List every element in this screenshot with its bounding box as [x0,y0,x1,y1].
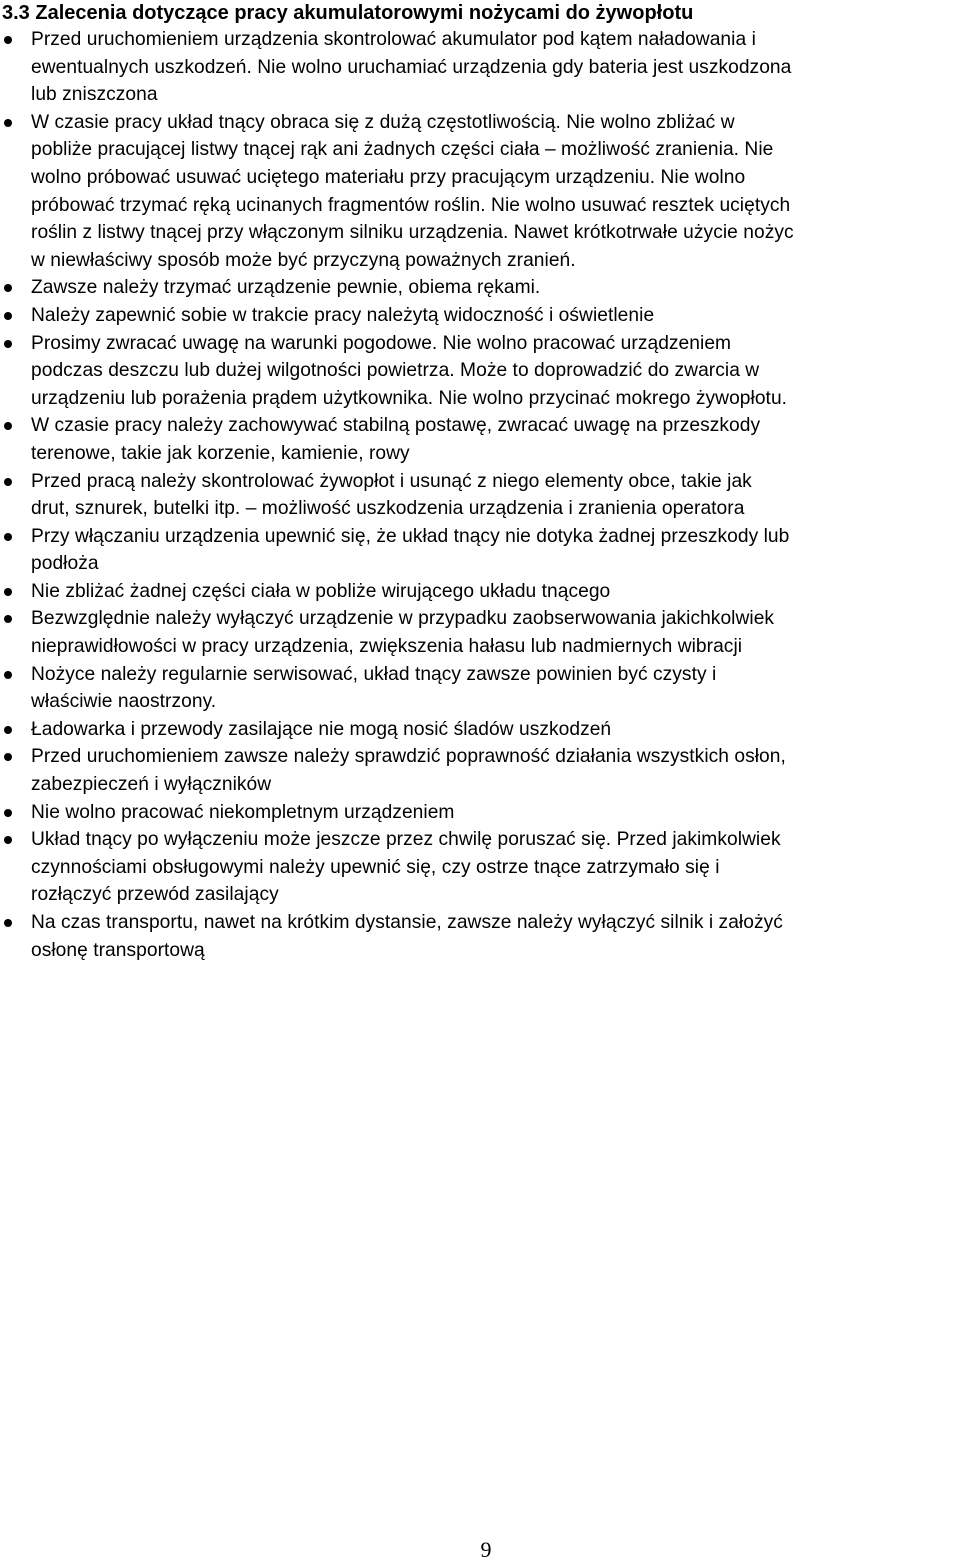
list-item-text: Nie zbliżać żadnej części ciała w pobliże wirującego układu tnącego [31,580,611,602]
bullet-icon [4,671,12,679]
bullet-icon [4,753,12,761]
bullet-icon [4,312,12,320]
section-heading: 3.3 Zalecenia dotyczące pracy akumulatorowymi nożycami do żywopłotu [2,2,694,24]
bullet-icon [4,615,12,623]
list-item-text: Na czas transportu, nawet na krótkim dystansie, zawsze należy wyłączyć silnik i założyć osłonę transportową [31,912,783,961]
list-item [0,274,960,302]
bullet-icon [4,726,12,734]
list-item-text: Prosimy zwracać uwagę na warunki pogodowe. Nie wolno pracować urządzeniem podczas deszczu lub dużej wilgotności powietrza. Może to doprowadzić do zwarcia w urządzeniu lub porażenia prądem użytkownika. Nie wolno przycinać mokrego żywopłotu. [31,332,788,409]
list-item [0,468,960,523]
list-item [0,826,960,909]
bullet-icon [4,284,12,292]
list-item [0,605,960,660]
list-item [0,302,960,330]
list-item [0,523,960,578]
bullet-icon [4,809,12,817]
bullet-icon [4,533,12,541]
bullet-icon [4,836,12,844]
list-item [0,330,960,413]
list-item [0,26,960,109]
list-item-text: Układ tnący po wyłączeniu może jeszcze przez chwilę poruszać się. Przed jakimkolwiek czynnościami obsługowymi należy upewnić się, czy ostrze tnące zatrzymało się i rozłączyć przewód zasilający [31,829,781,906]
recommendations-list [0,26,960,964]
list-item-text: Zawsze należy trzymać urządzenie pewnie, obiema rękami. [31,277,541,299]
list-item [0,909,960,964]
list-item-text: Przed uruchomieniem urządzenia skontrolować akumulator pod kątem naładowania i ewentualnych uszkodzeń. Nie wolno uruchamiać urządzenia gdy bateria jest uszkodzona lub zniszczona [31,29,792,106]
bullet-icon [4,340,12,348]
list-item [0,109,960,275]
list-item [0,578,960,606]
list-item [0,412,960,467]
bullet-icon [4,119,12,127]
list-item-text: W czasie pracy układ tnący obraca się z dużą częstotliwością. Nie wolno zbliżać w pobliże pracującej listwy tnącej rąk ani żadnych części ciała – możliwość zranienia. Nie wolno próbować usuwać uciętego materiału przy pracującym urządzeniu. Nie wolno próbować trzymać ręką ucinanych fragmentów roślin. Nie wolno usuwać resztek uciętych roślin z listwy tnącej przy włączonym silniku urządzenia. Nawet krótkotrwałe użycie nożyc w niewłaściwy sposób może być przyczyną poważnych zranień. [31,111,794,271]
bullet-icon [4,588,12,596]
list-item-text: Przed uruchomieniem zawsze należy sprawdzić poprawność działania wszystkich osłon, zabezpieczeń i wyłączników [31,746,786,796]
list-item-text: Przy włączaniu urządzenia upewnić się, że układ tnący nie dotyka żadnej przeszkody lub podłoża [31,525,790,575]
list-item-text: W czasie pracy należy zachowywać stabilną postawę, zwracać uwagę na przeszkody terenowe, takie jak korzenie, kamienie, rowy [31,415,761,464]
bullet-icon [4,919,12,927]
list-item-text: Przed pracą należy skontrolować żywopłot i usunąć z niego elementy obce, takie jak drut, sznurek, butelki itp. – możliwość uszkodzenia urządzenia i zranienia operatora [31,470,752,520]
list-item [0,716,960,744]
bullet-icon [4,422,12,430]
list-item [0,799,960,827]
bullet-icon [4,478,12,486]
bullet-icon [4,36,12,44]
list-item-text: Należy zapewnić sobie w trakcie pracy należytą widoczność i oświetlenie [31,304,655,326]
page-number: 9 [480,1537,492,1562]
list-item-text: Bezwzględnie należy wyłączyć urządzenie w przypadku zaobserwowania jakichkolwiek nieprawidłowości w pracy urządzenia, zwiększenia hałasu lub nadmiernych wibracji [31,608,775,658]
list-item [0,661,960,716]
list-item-text: Nie wolno pracować niekompletnym urządzeniem [31,801,455,823]
list-item-text: Nożyce należy regularnie serwisować, układ tnący zawsze powinien być czysty i właściwie naostrzony. [31,663,717,713]
list-item [0,743,960,798]
list-item-text: Ładowarka i przewody zasilające nie mogą nosić śladów uszkodzeń [31,718,612,740]
